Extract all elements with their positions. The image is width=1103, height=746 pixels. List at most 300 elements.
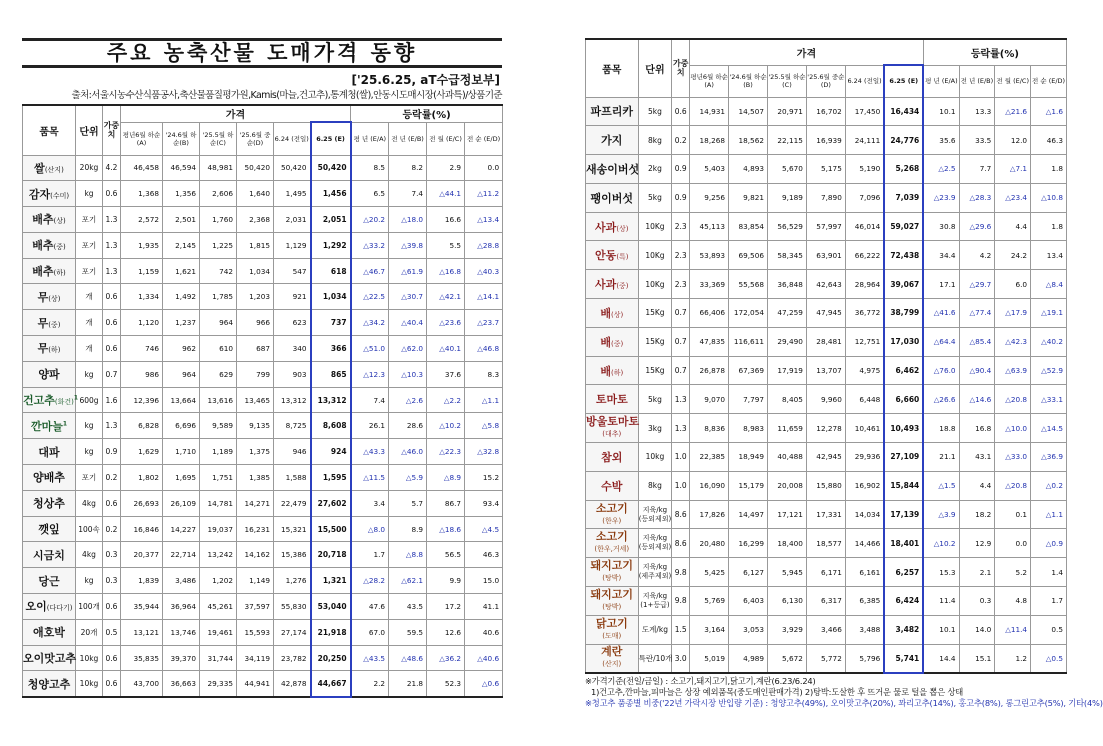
price-value: 17,919	[768, 356, 807, 385]
item-name-text: 깐마늘	[30, 419, 63, 433]
data-source: 출처:서울시농수산식품공사,축산물품질평가원,Kamis(마늘,건고추),통계청(쌀),안동시도매시장(사과특)/상품기준	[71, 90, 502, 101]
price-value: 17,826	[690, 500, 729, 529]
rate-value: △21.6	[995, 97, 1031, 126]
price-value: 28,481	[806, 327, 845, 356]
rate-value: △77.4	[959, 299, 995, 328]
price-value: 1,276	[274, 568, 311, 594]
rate-value: 9.9	[427, 568, 465, 594]
right-price-table	[585, 38, 1067, 674]
price-value: 16,902	[845, 471, 884, 500]
price-value: 20,008	[768, 471, 807, 500]
item-name-text: 무	[37, 290, 49, 304]
item-name-text: 새송이버섯	[586, 162, 640, 176]
item-unit: 10Kg	[638, 241, 672, 270]
rate-value: 13.3	[959, 97, 995, 126]
rate-value: 4.8	[995, 587, 1031, 616]
price-value: 921	[274, 284, 311, 310]
table-row	[586, 183, 1067, 212]
price-value: 18,577	[806, 529, 845, 558]
price-value: 36,772	[845, 299, 884, 328]
item-name-text: 시금치	[33, 548, 65, 562]
item-name	[23, 619, 76, 645]
price-value: 742	[200, 258, 237, 284]
rate-value: 93.4	[465, 490, 503, 516]
price-value: 14,271	[237, 490, 274, 516]
item-weight: 0.6	[103, 336, 121, 362]
rate-value: 0.3	[959, 587, 995, 616]
item-name	[586, 299, 639, 328]
rate-value: △36.9	[1031, 443, 1067, 472]
item-name	[23, 594, 76, 620]
item-name	[23, 207, 76, 233]
item-unit: 도계/kg	[638, 615, 672, 644]
price-value: 5,019	[690, 644, 729, 673]
price-value: 1,640	[237, 181, 274, 207]
price-value: 67,369	[729, 356, 768, 385]
item-unit: 개	[76, 284, 103, 310]
item-name-text: 쌀	[34, 161, 45, 175]
item-name	[23, 671, 76, 697]
rate-value: △36.2	[427, 645, 465, 671]
table-row	[23, 413, 503, 439]
item-weight: 0.5	[103, 619, 121, 645]
table-row	[586, 414, 1067, 443]
price-value: 53,893	[690, 241, 729, 270]
rate-value: △42.3	[995, 327, 1031, 356]
price-value: 1,495	[274, 181, 311, 207]
rate-value: 18.2	[959, 500, 995, 529]
item-name-text: 팽이버섯	[590, 191, 634, 205]
price-value: 22,714	[163, 542, 200, 568]
price-value: 57,997	[806, 212, 845, 241]
item-name-text: 무	[37, 316, 49, 330]
rate-value: 4.2	[959, 241, 995, 270]
item-name	[23, 310, 76, 336]
rate-value: 4.4	[959, 471, 995, 500]
rate-value: 13.4	[1031, 241, 1067, 270]
rate-value: 1.8	[1031, 212, 1067, 241]
item-name-text: 깻잎	[38, 523, 60, 537]
rate-value: △17.9	[995, 299, 1031, 328]
item-unit: 4kg	[76, 542, 103, 568]
price-value: 4,989	[729, 644, 768, 673]
item-grade: (산지)	[44, 165, 64, 174]
price-value: 39,370	[163, 645, 200, 671]
price-value: 17,331	[806, 500, 845, 529]
price-today: 20,718	[311, 542, 351, 568]
price-value: 36,848	[768, 270, 807, 299]
item-unit: 5kg	[638, 97, 672, 126]
price-value: 610	[200, 336, 237, 362]
price-today: 1,456	[311, 181, 351, 207]
item-unit: 지육/kg (1+등급)	[638, 587, 672, 616]
price-value: 42,643	[806, 270, 845, 299]
header-weight: 가중치	[103, 105, 121, 155]
price-value: 35,944	[121, 594, 163, 620]
item-name	[586, 126, 639, 155]
item-weight: 2.3	[672, 212, 690, 241]
header-p5: 6.24 (전일)	[845, 65, 884, 97]
rate-value: 33.5	[959, 126, 995, 155]
item-weight: 0.6	[103, 181, 121, 207]
price-today: 1,321	[311, 568, 351, 594]
item-unit: kg	[76, 568, 103, 594]
item-weight: 0.6	[103, 594, 121, 620]
item-unit: 10kg	[76, 671, 103, 697]
item-name	[586, 327, 639, 356]
price-value: 13,664	[163, 387, 200, 413]
rate-value: △12.3	[351, 361, 389, 387]
rate-value: 2.1	[959, 558, 995, 587]
header-item: 품목	[23, 105, 76, 155]
item-name-text: 당근	[38, 574, 60, 588]
price-value: 3,929	[768, 615, 807, 644]
rate-value: △32.8	[465, 439, 503, 465]
price-today: 50,420	[311, 155, 351, 181]
item-weight: 1.5	[672, 615, 690, 644]
item-grade: (상)	[48, 294, 61, 303]
price-value: 6,161	[845, 558, 884, 587]
price-value: 46,594	[163, 155, 200, 181]
header-price: 가격	[690, 39, 924, 65]
header-r1: 평 년 (E/A)	[923, 65, 959, 97]
rate-value: 12.0	[995, 126, 1031, 155]
rate-value: 0.0	[465, 155, 503, 181]
rate-value: 17.2	[427, 594, 465, 620]
rate-value: △11.5	[351, 465, 389, 491]
item-weight: 0.9	[672, 155, 690, 184]
item-name-text: 감자	[28, 187, 51, 201]
rate-value: 4.4	[995, 212, 1031, 241]
price-value: 1,588	[274, 465, 311, 491]
rate-value: 5.7	[389, 490, 427, 516]
item-weight: 0.2	[672, 126, 690, 155]
price-value: 1,802	[121, 465, 163, 491]
price-value: 1,237	[163, 310, 200, 336]
price-value: 56,529	[768, 212, 807, 241]
price-value: 16,299	[729, 529, 768, 558]
rate-value: 86.7	[427, 490, 465, 516]
price-today: 6,462	[884, 356, 923, 385]
note-definitions: 1)건고추,깐마늘,피마늘은 상장 예외품목(중도매인판매가격) 2)탕박:도살한 후 뜨거운 물로 털을 뽑은 상태	[591, 686, 964, 697]
rate-value: △44.1	[427, 181, 465, 207]
item-unit: kg	[76, 361, 103, 387]
price-value: 623	[274, 310, 311, 336]
price-value: 17,450	[845, 97, 884, 126]
rate-value: 15.0	[465, 568, 503, 594]
item-weight: 1.6	[103, 387, 121, 413]
price-value: 629	[200, 361, 237, 387]
header-r4: 전 순 (E/D)	[1031, 65, 1067, 97]
price-today: 6,660	[884, 385, 923, 414]
header-p4: '25.6월 중순(D)	[806, 65, 845, 97]
rate-value: 1.4	[1031, 558, 1067, 587]
price-value: 36,964	[163, 594, 200, 620]
header-rate: 등락률(%)	[351, 105, 503, 122]
price-value: 14,227	[163, 516, 200, 542]
item-name	[586, 615, 639, 644]
item-name-text: 배추	[32, 239, 54, 253]
price-value: 14,507	[729, 97, 768, 126]
table-row	[23, 439, 503, 465]
price-value: 6,403	[729, 587, 768, 616]
rate-value: △0.6	[465, 671, 503, 697]
price-today: 27,109	[884, 443, 923, 472]
rate-value: △64.4	[923, 327, 959, 356]
price-today: 8,608	[311, 413, 351, 439]
table-row	[586, 558, 1067, 587]
rate-value: △1.1	[465, 387, 503, 413]
price-value: 13,465	[237, 387, 274, 413]
item-name	[586, 414, 639, 443]
rate-value: 47.6	[351, 594, 389, 620]
rate-value: △29.6	[959, 212, 995, 241]
item-name-text: 방울토마토	[586, 415, 640, 429]
rate-value: △26.6	[923, 385, 959, 414]
price-value: 24,111	[845, 126, 884, 155]
item-weight: 1.0	[672, 471, 690, 500]
rate-value: △5.9	[389, 465, 427, 491]
price-value: 6,448	[845, 385, 884, 414]
price-value: 7,797	[729, 385, 768, 414]
price-value: 6,171	[806, 558, 845, 587]
rate-value: 16.8	[959, 414, 995, 443]
table-row	[23, 207, 503, 233]
price-value: 47,259	[768, 299, 807, 328]
rate-value: △28.2	[351, 568, 389, 594]
rate-value: △29.7	[959, 270, 995, 299]
price-value: 9,821	[729, 183, 768, 212]
item-grade: (상)	[616, 224, 629, 233]
price-value: 3,164	[690, 615, 729, 644]
price-value: 37,597	[237, 594, 274, 620]
price-value: 9,589	[200, 413, 237, 439]
price-value: 14,466	[845, 529, 884, 558]
price-today: 1,595	[311, 465, 351, 491]
rate-value: △8.0	[351, 516, 389, 542]
rate-value: 5.5	[427, 232, 465, 258]
rate-value: 7.4	[351, 387, 389, 413]
rate-value: △2.2	[427, 387, 465, 413]
price-value: 3,466	[806, 615, 845, 644]
price-value: 1,785	[200, 284, 237, 310]
item-name-text: 파프리카	[590, 105, 634, 119]
item-grade: (탕박)	[602, 574, 622, 583]
left-price-table	[22, 104, 503, 698]
item-unit: 3kg	[638, 414, 672, 443]
table-row	[23, 361, 503, 387]
header-p1: 평년6월 하순(A)	[690, 65, 729, 97]
item-weight: 0.2	[103, 516, 121, 542]
rate-value: △41.6	[923, 299, 959, 328]
item-name-text: 돼지고기	[590, 587, 634, 601]
rate-value: △90.4	[959, 356, 995, 385]
price-value: 42,878	[274, 671, 311, 697]
item-name-text: 청상추	[33, 497, 65, 511]
rate-value: △28.8	[465, 232, 503, 258]
price-value: 116,611	[729, 327, 768, 356]
price-value: 4,893	[729, 155, 768, 184]
item-grade: (중)	[611, 339, 624, 348]
price-value: 40,488	[768, 443, 807, 472]
rate-value: 11.4	[923, 587, 959, 616]
item-weight: 1.3	[103, 232, 121, 258]
price-value: 47,835	[690, 327, 729, 356]
item-name	[23, 336, 76, 362]
rate-value: △14.1	[465, 284, 503, 310]
rate-value: △48.6	[389, 645, 427, 671]
price-value: 6,385	[845, 587, 884, 616]
price-today: 13,312	[311, 387, 351, 413]
rate-value: 8.3	[465, 361, 503, 387]
price-value: 964	[200, 310, 237, 336]
price-value: 5,425	[690, 558, 729, 587]
price-value: 66,406	[690, 299, 729, 328]
price-value: 340	[274, 336, 311, 362]
price-value: 2,606	[200, 181, 237, 207]
table-row	[23, 155, 503, 181]
table-row	[23, 645, 503, 671]
item-grade: (탕박)	[602, 602, 622, 611]
price-value: 13,121	[121, 619, 163, 645]
table-row	[23, 671, 503, 697]
item-name	[23, 361, 76, 387]
price-value: 4,975	[845, 356, 884, 385]
rate-value: 30.8	[923, 212, 959, 241]
table-row	[23, 284, 503, 310]
item-weight: 1.3	[103, 258, 121, 284]
rate-value: △23.9	[923, 183, 959, 212]
item-unit: 15Kg	[638, 356, 672, 385]
item-weight: 0.7	[672, 299, 690, 328]
price-value: 27,174	[274, 619, 311, 645]
item-weight: 1.3	[103, 413, 121, 439]
rate-value: △10.0	[995, 414, 1031, 443]
price-value: 1,695	[163, 465, 200, 491]
price-value: 9,135	[237, 413, 274, 439]
item-name	[586, 356, 639, 385]
rate-value: △52.9	[1031, 356, 1067, 385]
rate-value: △46.7	[351, 258, 389, 284]
rate-value: 52.3	[427, 671, 465, 697]
rate-value: △20.8	[995, 385, 1031, 414]
rate-value: △18.0	[389, 207, 427, 233]
item-unit: 5kg	[638, 183, 672, 212]
item-name-text: 오이맛고추	[23, 652, 77, 666]
price-today: 737	[311, 310, 351, 336]
rate-value: △40.1	[427, 336, 465, 362]
rate-value: △30.7	[389, 284, 427, 310]
price-value: 5,175	[806, 155, 845, 184]
rate-value: △2.5	[923, 155, 959, 184]
price-value: 1,751	[200, 465, 237, 491]
rate-value: △1.6	[1031, 97, 1067, 126]
item-name	[586, 183, 639, 212]
price-value: 16,231	[237, 516, 274, 542]
item-weight: 1.3	[672, 385, 690, 414]
rate-value: △22.5	[351, 284, 389, 310]
price-today: 59,027	[884, 212, 923, 241]
rate-value: △4.5	[465, 516, 503, 542]
table-row	[586, 299, 1067, 328]
price-value: 964	[163, 361, 200, 387]
price-today: 18,401	[884, 529, 923, 558]
rate-value: △10.8	[1031, 183, 1067, 212]
rate-value: △16.8	[427, 258, 465, 284]
rate-value: △40.6	[465, 645, 503, 671]
item-unit: 5kg	[638, 385, 672, 414]
price-value: 45,261	[200, 594, 237, 620]
item-name	[23, 465, 76, 491]
price-value: 799	[237, 361, 274, 387]
item-grade: (특)	[616, 253, 629, 262]
price-value: 20,971	[768, 97, 807, 126]
price-value: 962	[163, 336, 200, 362]
price-value: 9,256	[690, 183, 729, 212]
price-value: 12,396	[121, 387, 163, 413]
price-value: 5,769	[690, 587, 729, 616]
item-weight: 3.0	[672, 644, 690, 673]
price-value: 9,960	[806, 385, 845, 414]
item-grade: (중)	[616, 282, 629, 291]
price-value: 26,109	[163, 490, 200, 516]
rate-value: 7.4	[389, 181, 427, 207]
item-name	[23, 413, 76, 439]
price-today: 38,799	[884, 299, 923, 328]
price-value: 16,846	[121, 516, 163, 542]
price-value: 15,386	[274, 542, 311, 568]
table-row	[586, 500, 1067, 529]
item-name	[586, 558, 639, 587]
header-r4: 전 순 (E/D)	[465, 122, 503, 155]
rate-value: △0.5	[1031, 644, 1067, 673]
table-row	[586, 356, 1067, 385]
price-value: 8,405	[768, 385, 807, 414]
rate-value: △62.0	[389, 336, 427, 362]
price-value: 6,130	[768, 587, 807, 616]
right-panel	[585, 38, 1103, 709]
rate-value: 21.1	[923, 443, 959, 472]
price-value: 20,480	[690, 529, 729, 558]
item-name-text: 배	[600, 364, 611, 378]
rate-value: △10.2	[427, 413, 465, 439]
item-grade: (하)	[53, 269, 66, 278]
price-value: 23,782	[274, 645, 311, 671]
item-name	[23, 439, 76, 465]
item-unit: 10kg	[76, 645, 103, 671]
rate-value: △8.9	[427, 465, 465, 491]
item-name-text: 안동	[595, 249, 617, 263]
price-value: 28,964	[845, 270, 884, 299]
item-grade: (한우)	[602, 516, 622, 525]
rate-value: △22.3	[427, 439, 465, 465]
price-value: 20,377	[121, 542, 163, 568]
price-value: 1,202	[200, 568, 237, 594]
rate-value: △23.7	[465, 310, 503, 336]
item-name-text: 애호박	[33, 626, 65, 640]
item-unit: 20개	[76, 619, 103, 645]
rate-value: 10.1	[923, 97, 959, 126]
rate-value: 14.0	[959, 615, 995, 644]
header-p6: 6.25 (E)	[311, 122, 351, 155]
rate-value: △46.0	[389, 439, 427, 465]
price-value: 10,461	[845, 414, 884, 443]
header-p4: '25.6월 중순(D)	[237, 122, 274, 155]
table-row	[586, 529, 1067, 558]
item-unit: 10kg	[638, 443, 672, 472]
price-value: 22,479	[274, 490, 311, 516]
price-value: 1,385	[237, 465, 274, 491]
